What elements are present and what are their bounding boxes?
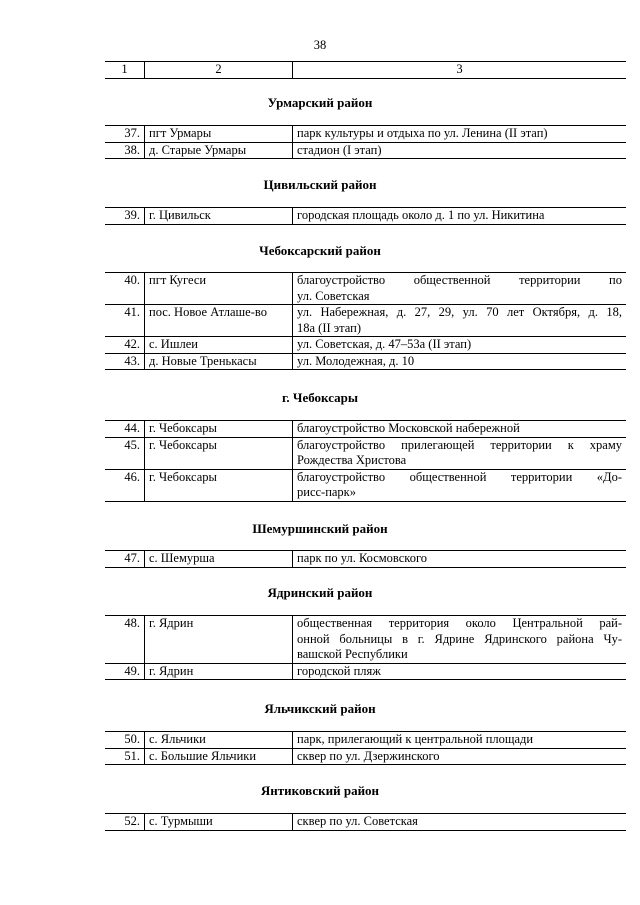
table-row (105, 732, 626, 749)
row-number: 45. (105, 437, 145, 469)
row-object (293, 437, 627, 469)
row-object (293, 814, 627, 831)
row-object (293, 421, 627, 438)
table-row (105, 305, 626, 337)
row-object-line: Рождества Христова (297, 453, 407, 467)
table-row (105, 353, 626, 370)
row-number: 43. (105, 353, 145, 370)
district-table (105, 550, 626, 568)
column-header-number: 1 (105, 62, 145, 79)
row-number: 42. (105, 337, 145, 354)
table-row (105, 273, 626, 305)
row-object-line: благоустройство прилегающей территории к храму (297, 437, 622, 452)
row-object-line: онной больницы в г. Ядрине Ядринского района Чу- (297, 631, 622, 646)
row-object-line: ул. Молодежная, д. 10 (297, 353, 415, 368)
row-object-line: парк, прилегающий к центральной площади (297, 732, 534, 746)
district-table (105, 272, 626, 370)
row-object-line: рисс-парк» (297, 485, 357, 499)
district-heading: Цивильский район (263, 177, 377, 192)
row-number: 44. (105, 421, 145, 438)
district-table (105, 615, 626, 680)
row-place: пгт Кугеси (145, 273, 293, 305)
district-heading: Шемуршинский район (252, 521, 388, 536)
row-place: г. Ядрин (145, 663, 293, 680)
table-row (105, 551, 626, 568)
row-object-line: ул. Советская, д. 47–53а (II этап) (297, 337, 472, 351)
row-number: 38. (105, 142, 145, 159)
row-object (293, 616, 627, 664)
row-object (293, 273, 627, 305)
table-row (105, 616, 626, 664)
row-place: пгт Урмары (145, 126, 293, 143)
row-number: 40. (105, 273, 145, 305)
district-heading: Урмарский район (267, 95, 373, 110)
row-place: с. Турмыши (145, 814, 293, 831)
district-heading: Яльчикский район (264, 701, 376, 716)
district-heading: Янтиковский район (260, 783, 380, 798)
row-place: с. Яльчики (145, 732, 293, 749)
table-row (105, 337, 626, 354)
row-place: г. Ядрин (145, 616, 293, 664)
row-number: 50. (105, 732, 145, 749)
table-row (105, 208, 626, 225)
row-number: 37. (105, 126, 145, 143)
row-object (293, 208, 627, 225)
row-object (293, 305, 627, 337)
row-object-line: вашской Республики (297, 647, 408, 661)
row-place: г. Чебоксары (145, 437, 293, 469)
row-place: г. Чебоксары (145, 469, 293, 501)
row-number: 39. (105, 208, 145, 225)
row-object-line: парк культуры и отдыха по ул. Ленина (II этап) (297, 126, 548, 140)
row-place: г. Цивильск (145, 208, 293, 225)
row-number: 48. (105, 616, 145, 664)
table-row (105, 421, 626, 438)
district-heading: г. Чебоксары (281, 390, 359, 405)
row-object (293, 748, 627, 765)
row-object (293, 126, 627, 143)
row-object-line: городская площадь около д. 1 по ул. Никитина (297, 208, 545, 222)
district-table (105, 207, 626, 225)
row-object (293, 732, 627, 749)
row-object-line: парк по ул. Космовского (297, 551, 428, 565)
district-table (105, 731, 626, 765)
row-object (293, 337, 627, 354)
row-place: г. Чебоксары (145, 421, 293, 438)
row-number: 51. (105, 748, 145, 765)
row-place: с. Шемурша (145, 551, 293, 568)
row-number: 49. (105, 663, 145, 680)
row-number: 41. (105, 305, 145, 337)
row-object-line: сквер по ул. Дзержинского (297, 748, 440, 763)
district-heading: Ядринский район (267, 585, 373, 600)
district-table (105, 420, 626, 502)
row-object-line: благоустройство общественной территории «До- (297, 469, 622, 484)
column-header-table (105, 61, 626, 79)
row-object (293, 551, 627, 568)
table-row (105, 469, 626, 501)
row-object (293, 663, 627, 680)
table-row (105, 814, 626, 831)
row-place: пос. Новое Атлаше-во (145, 305, 293, 337)
row-object-line: благоустройство общественной территории по (297, 273, 622, 287)
row-place: с. Ишлеи (145, 337, 293, 354)
column-header-place: 2 (145, 62, 293, 79)
row-object (293, 353, 627, 370)
page-number: 38 (313, 38, 327, 52)
row-object-line: ул. Набережная, д. 27, 29, ул. 70 лет Октября, д. 18, (297, 305, 622, 319)
column-header-object: 3 (293, 62, 627, 79)
row-object-line: общественная территория около Центральной рай- (297, 616, 622, 630)
table-row (105, 437, 626, 469)
row-place: д. Старые Урмары (145, 142, 293, 159)
row-number: 47. (105, 551, 145, 568)
row-object (293, 142, 627, 159)
row-place: д. Новые Тренькасы (145, 353, 293, 370)
district-table (105, 813, 626, 831)
row-object-line: ул. Советская (297, 288, 370, 303)
row-number: 46. (105, 469, 145, 501)
row-object-line: городской пляж (297, 663, 381, 678)
table-row (105, 142, 626, 159)
row-number: 52. (105, 814, 145, 831)
row-object-line: благоустройство Московской набережной (297, 421, 520, 435)
table-row (105, 748, 626, 765)
district-heading: Чебоксарский район (259, 243, 381, 258)
table-row (105, 126, 626, 143)
row-object-line: 18а (II этап) (297, 320, 362, 335)
row-object (293, 469, 627, 501)
row-place: с. Большие Яльчики (145, 748, 293, 765)
row-object-line: сквер по ул. Советская (297, 814, 418, 828)
row-object-line: стадион (I этап) (297, 142, 382, 157)
district-table (105, 125, 626, 159)
table-row (105, 663, 626, 680)
